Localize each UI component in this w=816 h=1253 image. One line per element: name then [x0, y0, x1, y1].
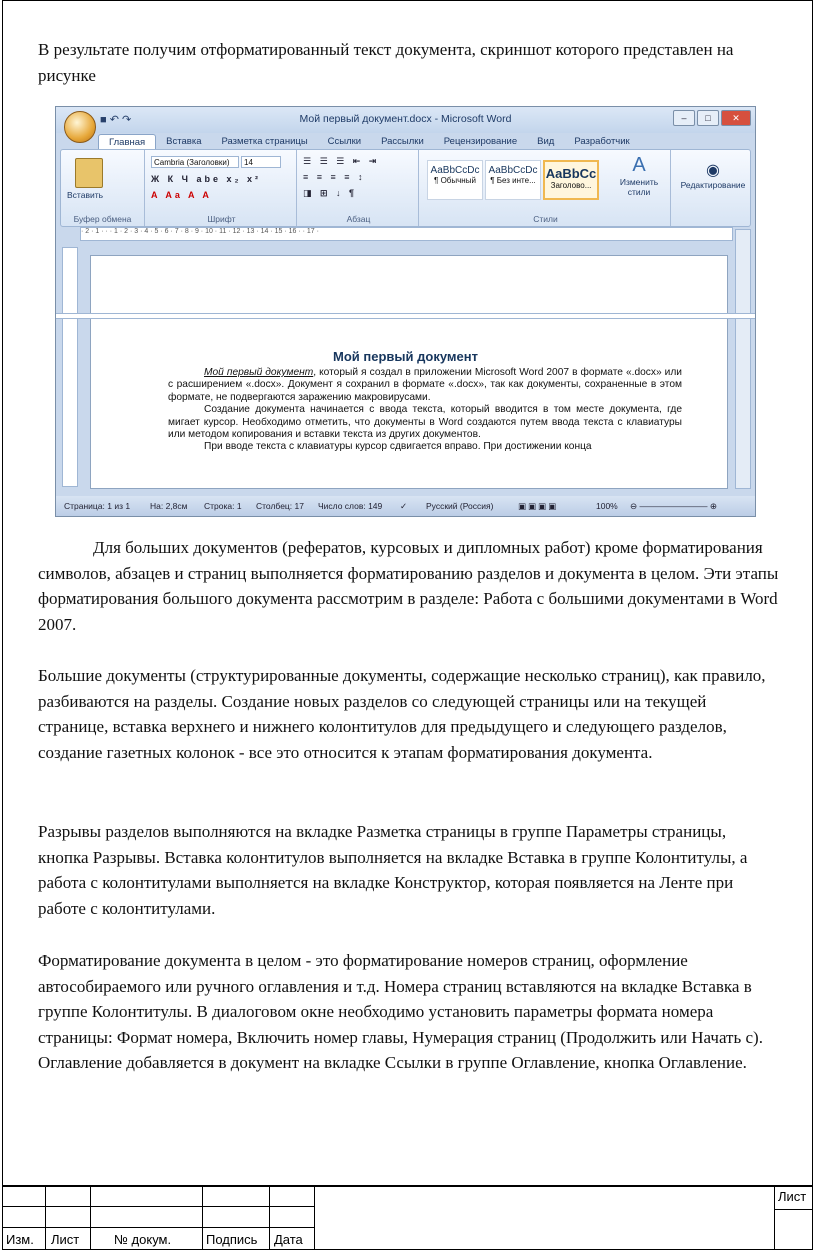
clipboard-group	[61, 150, 145, 226]
tab-developer[interactable]: Разработчик	[574, 136, 630, 147]
stamp-izm: Изм.	[6, 1232, 34, 1247]
undo-icon[interactable]: ↶	[109, 114, 119, 126]
styles-group-label: Стили	[533, 214, 558, 224]
tab-insert[interactable]: Вставка	[166, 136, 202, 147]
font-color-buttons[interactable]: A Aa A A	[151, 190, 212, 200]
paragraph-1: Для больших документов (рефератов, курсовых и дипломных работ) кроме форматирования символов, абзацев и страниц выполняется форматированию разделов и документа в целом. Эти этапы форматирования большого документа рассмотрим в разделе: Работа с большими документами в Word 2007.	[38, 538, 779, 634]
status-language[interactable]: Русский (Россия)	[426, 501, 494, 511]
window-controls	[673, 110, 751, 126]
font-size-select[interactable]: 14	[241, 156, 281, 168]
paste-button[interactable]: Вставить	[67, 190, 104, 200]
view-mode-icons[interactable]: ▣▣▣▣	[518, 501, 559, 511]
paragraph-group	[299, 150, 419, 226]
horizontal-ruler[interactable]: · 2 · 1 · · · 1 · 2 · 3 · 4 · 5 · 6 · 7 · 8 · 9 · 10 · 11 · 12 · 13 · 14 · 15 · 16 · · 17 ·	[80, 227, 733, 241]
ribbon	[60, 149, 751, 227]
align-buttons[interactable]: ≡ ≡ ≡ ≡ ↕	[303, 172, 366, 182]
paragraph-4: Форматирование документа в целом - это форматирование номеров страниц, оформление автособираемого или ручного оглавления и т.д. Номера страниц вставляются на вкладке Вставка в группе Колонтитулы. В диалоговом окне необходимо установить параметры формата номера страницы: Формат номера, Включить номер главы, Нумерация страниц (Продолжить или Начать с). Оглавление добавляется в документ на вкладке Ссылки в группе Оглавление, кнопка Оглавление.	[38, 951, 763, 1072]
doc-title: Мой первый документ	[333, 349, 478, 364]
office-button[interactable]	[64, 111, 96, 143]
shading-buttons[interactable]: ◨ ⊞ ↓ ¶	[303, 188, 358, 198]
paragraph-2: Большие документы (структурированные документы, содержащие несколько страниц), как правило, разбиваются на разделы. Создание новых разделов со следующей страницы или на текущей странице, вставка верхнего и нижнего колонтитулов для предыдущего и следующего разделов, создание газетных колонок - все это относится к этапам форматирования документа.	[38, 666, 766, 762]
tab-view[interactable]: Вид	[537, 136, 555, 147]
redo-icon[interactable]: ↷	[122, 114, 132, 126]
paragraph-group-label: Абзац	[346, 214, 371, 224]
paste-icon[interactable]	[75, 158, 103, 188]
status-page[interactable]: Страница: 1 из 1	[64, 501, 131, 511]
doc-paragraph-1: Мой первый документ, который я создал в приложении Microsoft Word 2007 в формате «.docx» или с расширением «.docx». Документ я сохранил в формате «.docx», так как документы, сохраненные в этом формате, не подвергаются заражению макровирусами.	[168, 367, 682, 403]
change-styles-icon: A	[632, 154, 646, 176]
save-icon[interactable]: ■	[100, 114, 107, 126]
stamp-list: Лист	[51, 1232, 80, 1247]
tab-references[interactable]: Ссылки	[327, 136, 362, 147]
font-group-label: Шрифт	[207, 214, 236, 224]
zoom-level[interactable]: 100%	[596, 501, 618, 511]
doc-title-link[interactable]: Мой первый документ	[204, 367, 314, 378]
style-no-spacing[interactable]: AaBbCcDc ¶ Без инте...	[485, 160, 541, 200]
title-bar	[56, 107, 755, 133]
intro-paragraph: В результате получим отформатированный текст документа, скриншот которого представлен на рисунке	[38, 40, 734, 85]
change-styles-button[interactable]: A Изменить стили	[611, 154, 667, 197]
binoculars-icon: ◉	[706, 162, 720, 179]
font-name-select[interactable]: Cambria (Заголовки)	[151, 156, 239, 168]
stamp-date: Дата	[274, 1232, 303, 1247]
status-bar	[56, 496, 755, 516]
spellcheck-icon[interactable]: ✓	[400, 501, 408, 511]
doc-paragraph-3: При вводе текста с клавиатуры курсор сдвигается вправо. При достижении конца	[204, 441, 592, 453]
ribbon-tabs	[98, 134, 640, 150]
title-block	[2, 1185, 813, 1250]
status-column[interactable]: Столбец: 17	[256, 501, 304, 511]
styles-group	[421, 150, 671, 226]
list-buttons[interactable]: ☰ ☰ ☰ ⇤ ⇥	[303, 156, 380, 166]
font-format-buttons[interactable]: Ж К Ч abe x₂ x²	[151, 174, 261, 184]
paragraph-3: Разрывы разделов выполняются на вкладке Разметка страницы в группе Параметры страницы, кнопка Разрывы. Вставка колонтитулов выполняется на вкладке Вставка в группе Колонтитулы, а работа с колонтитулами выполняется на вкладке Конструктор, которая появляется на Ленте при работе с колонтитулами.	[38, 822, 748, 918]
status-position[interactable]: На: 2,8см	[150, 501, 188, 511]
status-word-count[interactable]: Число слов: 149	[318, 501, 383, 511]
doc-body	[168, 367, 682, 479]
stamp-doc-no: № докум.	[114, 1232, 172, 1247]
word-screenshot	[55, 106, 756, 517]
maximize-icon[interactable]: □	[697, 110, 719, 126]
stamp-sign: Подпись	[206, 1232, 258, 1247]
style-heading[interactable]: AaBbCc Заголово...	[543, 160, 599, 200]
quick-access-toolbar	[100, 113, 131, 126]
close-icon[interactable]: ✕	[721, 110, 751, 126]
editing-button[interactable]: ◉ Редактирование	[677, 160, 749, 190]
doc-paragraph-2: Создание документа начинается с ввода текста, который вводится в том месте документа, где мигает курсор. Необходимо отметить, что документы в Word создаются путем ввода текста с клавиатуры или методом копирования и вставки текста из других документов.	[168, 404, 682, 441]
clipboard-group-label: Буфер обмена	[73, 214, 132, 224]
status-line[interactable]: Строка: 1	[204, 501, 242, 511]
zoom-slider[interactable]: ⊖ ———————— ⊕	[630, 501, 717, 511]
minimize-icon[interactable]: –	[673, 110, 695, 126]
vertical-ruler[interactable]	[62, 247, 78, 487]
tab-page-layout[interactable]: Разметка страницы	[221, 136, 308, 147]
page-break-line	[56, 313, 755, 319]
stamp-sheet: Лист	[778, 1189, 807, 1204]
tab-home[interactable]: Главная	[98, 134, 156, 150]
font-group	[147, 150, 297, 226]
style-normal[interactable]: AaBbCcDc ¶ Обычный	[427, 160, 483, 200]
tab-mailings[interactable]: Рассылки	[381, 136, 424, 147]
window-title: Мой первый документ.docx - Microsoft Word	[299, 113, 512, 125]
tab-review[interactable]: Рецензирование	[443, 136, 518, 147]
